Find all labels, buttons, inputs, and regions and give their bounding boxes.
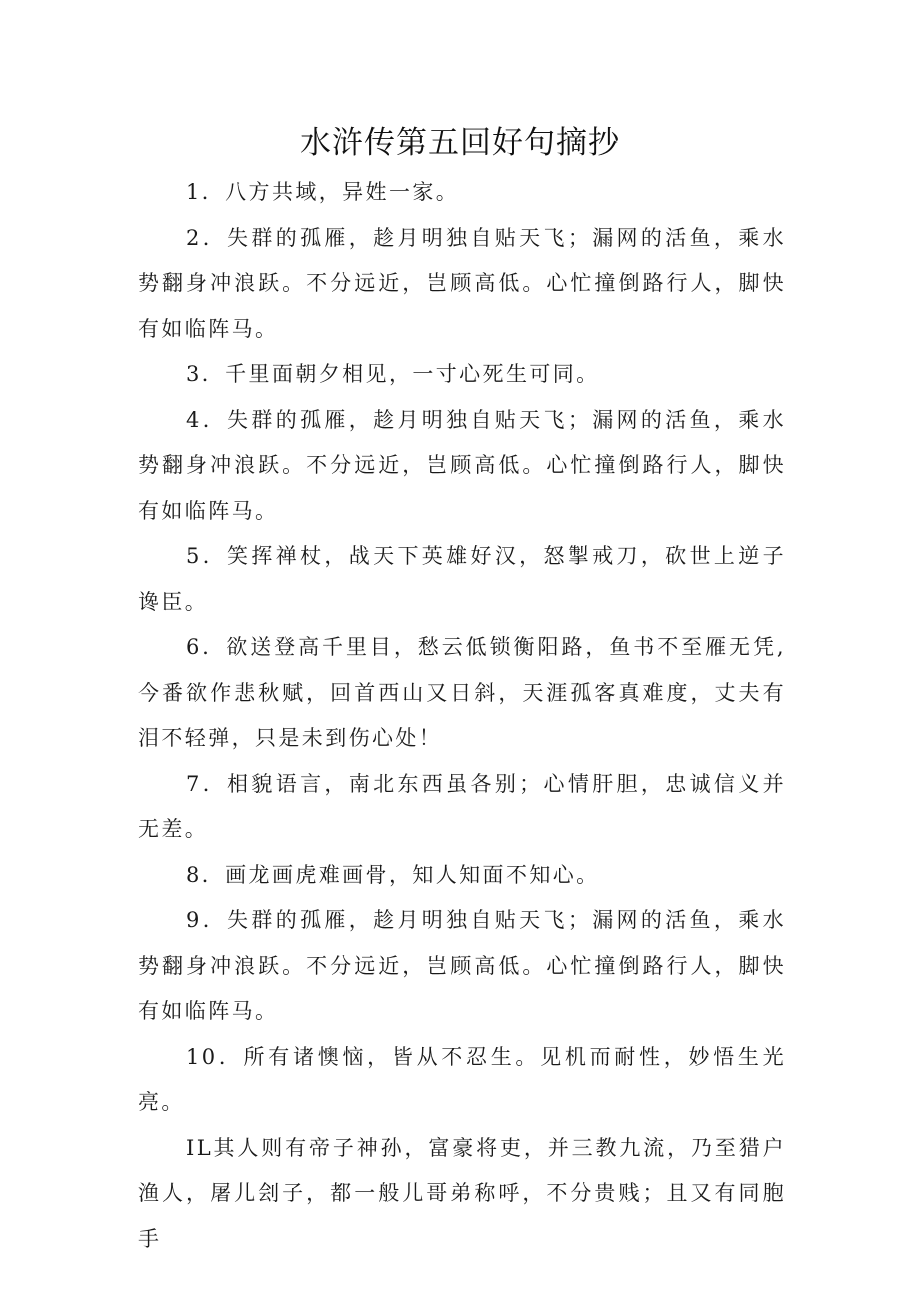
document-body — [138, 170, 786, 1262]
paragraph-4: 4．失群的孤雁，趁月明独自贴天飞；漏网的活鱼，乘水势翻身冲浪跃。不分远近，岂顾高低。心忙撞倒路行人，脚快有如临阵马。 — [138, 407, 786, 523]
paragraph-2: 2．失群的孤雁，趁月明独自贴天飞；漏网的活鱼，乘水势翻身冲浪跃。不分远近，岂顾高低。心忙撞倒路行人，脚快有如临阵马。 — [138, 225, 786, 341]
paragraph-10: 10．所有诸懊恼，皆从不忍生。见机而耐性，妙悟生光亮。 — [138, 1044, 786, 1114]
paragraph-11: IL其人则有帝子神孙，富豪将吏，并三教九流，乃至猎户渔人，屠儿刽子，都一般儿哥弟称呼，不分贵贱；且又有同胞手 — [138, 1135, 786, 1251]
paragraph-5: 5．笑挥禅杖，战天下英雄好汉，怒掣戒刀，砍世上逆子谗臣。 — [138, 544, 786, 614]
paragraph-9: 9．失群的孤雁，趁月明独自贴天飞；漏网的活鱼，乘水势翻身冲浪跃。不分远近，岂顾高低。心忙撞倒路行人，脚快有如临阵马。 — [138, 908, 786, 1023]
document-title: 水浒传第五回好句摘抄 — [300, 125, 620, 161]
paragraph-6: 6．欲送登高千里目，愁云低锁衡阳路，鱼书不至雁无凭,今番欲作悲秋赋，回首西山又日斜，天涯孤客真难度，丈夫有泪不轻弹，只是未到伤心处！ — [138, 635, 786, 750]
paragraph-1: 1．八方共域，异姓一家。 — [186, 180, 460, 204]
paragraph-7: 7．相貌语言，南北东西虽各别；心情肝胆，忠诚信义并无差。 — [138, 771, 786, 841]
paragraph-8: 8．画龙画虎难画骨，知人知面不知心。 — [186, 862, 600, 887]
paragraph-3: 3．千里面朝夕相见，一寸心死生可同。 — [186, 362, 600, 386]
